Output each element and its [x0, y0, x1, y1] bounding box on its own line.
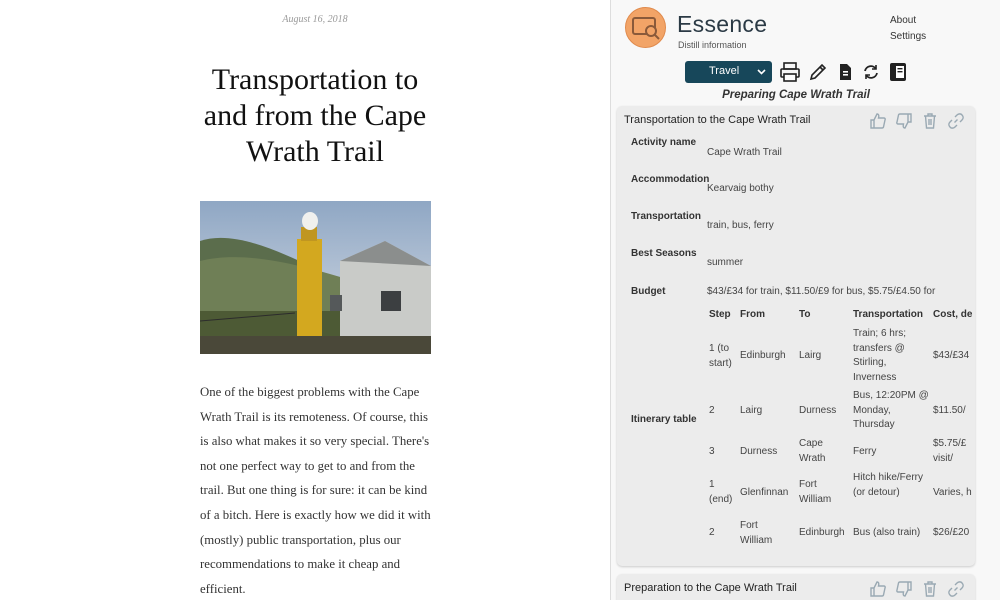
card-title: Preparation to the Cape Wrath Trail [624, 582, 797, 594]
refresh-button[interactable] [860, 61, 882, 83]
table-cell: Varies, h [933, 487, 972, 498]
table-cell: Durness [740, 446, 778, 457]
thumbs-down-icon [895, 580, 913, 598]
table-cell: $26/£20 [933, 527, 970, 538]
field-value: $43/£34 for train, $11.50/£9 for bus, $5.75/£4.50 for [707, 286, 936, 297]
article-body: One of the biggest problems with the Cape Wrath Trail is its remoteness. Of course, this is also what makes it so very special. There's not one perfect way to get to and from the trail. But one thing is for sure: it can be kind of a bitch. Here is exactly how we did it with (mostly) public transportation, plus our recommendations to make it cheap and efficient. [200, 385, 431, 596]
field-value: summer [707, 257, 744, 268]
export-doc-button[interactable] [834, 61, 856, 83]
dislike-button[interactable] [895, 580, 913, 598]
card-title: Transportation to the Cape Wrath Trail [624, 114, 811, 126]
table-cell: 2 [709, 527, 715, 538]
thumbs-down-icon [895, 112, 913, 130]
link-button[interactable] [947, 112, 965, 130]
field-label: Best Seasons [631, 248, 697, 259]
pencil-icon [807, 61, 829, 83]
table-header: From [740, 309, 765, 320]
table-cell: Cape Wrath [799, 438, 826, 464]
field-value: Kearvaig bothy [707, 183, 774, 194]
table-cell: Bus (also train) [853, 527, 921, 538]
settings-link[interactable]: Settings [890, 31, 927, 42]
print-button[interactable] [779, 61, 801, 83]
summary-card [617, 574, 975, 600]
article-title: Transportation to and from the Cape Wrath Trail [203, 63, 427, 168]
like-button[interactable] [869, 580, 887, 598]
thumbs-up-icon [869, 580, 887, 598]
table-cell: 1 (to start) [709, 343, 732, 369]
field-label: Budget [631, 286, 666, 297]
table-cell: Durness [799, 405, 837, 416]
trash-icon [921, 112, 939, 130]
field-value: train, bus, ferry [707, 220, 774, 231]
delete-button[interactable] [921, 112, 939, 130]
table-cell: Hitch hike/Ferry (or detour) [853, 472, 924, 498]
table-cell: Bus, 12:20PM @ Monday, Thursday [853, 390, 929, 430]
notebook-icon [887, 61, 909, 83]
table-cell: Lairg [740, 405, 763, 416]
table-cell: Edinburgh [740, 350, 786, 361]
link-button[interactable] [947, 580, 965, 598]
field-label: Transportation [631, 211, 702, 222]
table-cell: $11.50/ [933, 405, 966, 416]
status-text: Preparing Cape Wrath Trail [722, 89, 870, 101]
table-header: To [799, 309, 811, 320]
article-date: August 16, 2018 [282, 14, 348, 25]
brand-tagline: Distill information [678, 40, 747, 50]
delete-button[interactable] [921, 580, 939, 598]
topic-selected: Travel [709, 65, 740, 77]
like-button[interactable] [869, 112, 887, 130]
document-icon [834, 61, 856, 83]
photo-illustration [200, 201, 431, 354]
table-cell: Edinburgh [799, 527, 845, 538]
field-label: Accommodation [631, 174, 710, 185]
notebook-button[interactable] [887, 61, 909, 83]
article-photo [200, 201, 431, 354]
field-label: Itinerary table [631, 414, 697, 425]
card-actions [869, 580, 969, 600]
table-cell: Fort William [740, 520, 773, 546]
table-cell: Train; 6 hrs; transfers @ Stirling, Inverness [853, 328, 906, 383]
topic-dropdown[interactable] [685, 61, 772, 83]
table-cell: 3 [709, 446, 715, 457]
link-icon [947, 580, 965, 598]
table-header: Step [709, 309, 731, 320]
card-actions [869, 112, 969, 132]
printer-icon [779, 61, 801, 83]
summary-card [617, 106, 975, 566]
table-cell: Lairg [799, 350, 822, 361]
refresh-icon [860, 61, 882, 83]
table-cell: $5.75/£ visit/ [933, 438, 967, 464]
table-cell: 1 (end) [709, 479, 733, 505]
table-header: Cost, de [933, 309, 973, 320]
table-cell: Fort William [799, 479, 832, 505]
brand-name: Essence [677, 11, 768, 37]
trash-icon [921, 580, 939, 598]
dislike-button[interactable] [895, 112, 913, 130]
edit-button[interactable] [807, 61, 829, 83]
table-header: Transportation [853, 309, 924, 320]
about-link[interactable]: About [890, 15, 917, 26]
link-icon [947, 112, 965, 130]
essence-panel [610, 0, 1000, 600]
table-cell: Ferry [853, 446, 877, 457]
table-cell: 2 [709, 405, 715, 416]
table-cell: $43/£34 [933, 350, 970, 361]
field-value: Cape Wrath Trail [707, 147, 782, 158]
thumbs-up-icon [869, 112, 887, 130]
chevron-down-icon [757, 67, 766, 76]
essence-logo-icon [625, 7, 666, 48]
table-cell: Glenfinnan [740, 487, 789, 498]
field-label: Activity name [631, 137, 697, 148]
